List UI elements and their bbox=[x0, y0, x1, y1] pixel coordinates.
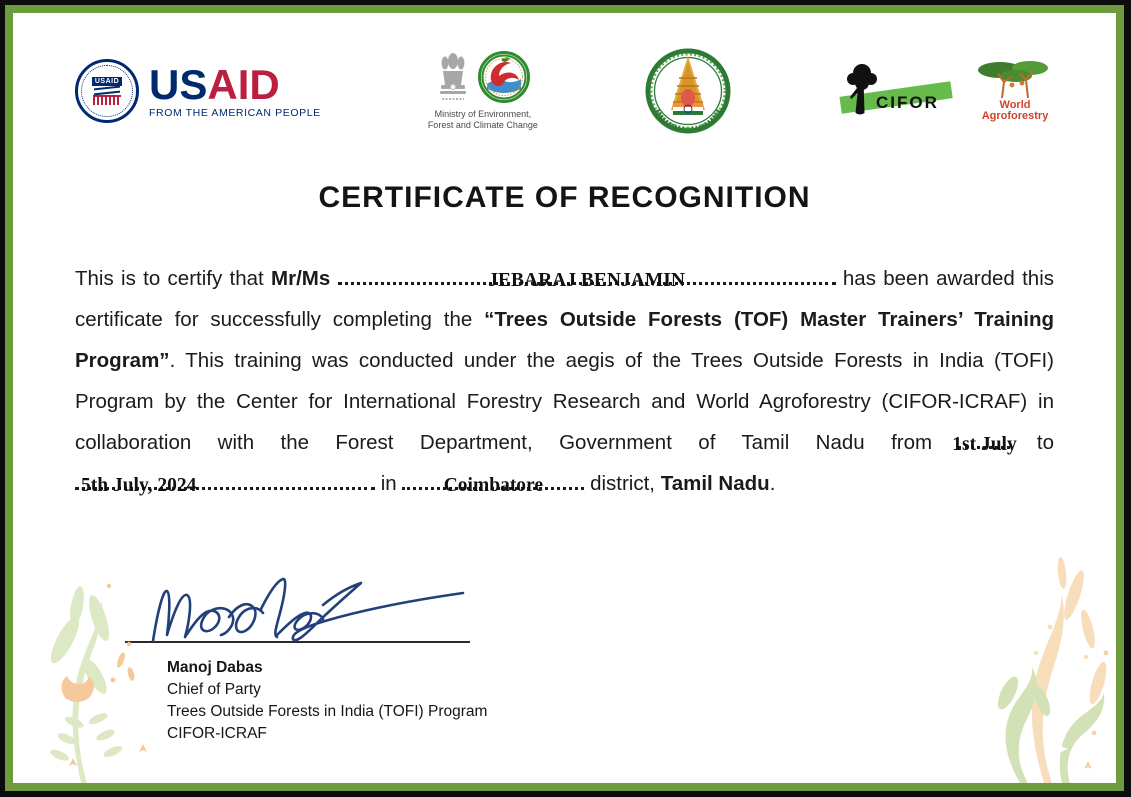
usaid-logo bbox=[75, 59, 321, 123]
from-date: 1st July bbox=[952, 434, 1017, 456]
floral-decoration-bottom-right bbox=[966, 533, 1116, 783]
usaid-seal-label: USAID bbox=[92, 77, 122, 86]
cifor-logo bbox=[838, 59, 958, 123]
cifor-label: CIFOR bbox=[876, 93, 939, 112]
world-agroforestry-label-line2: Agroforestry bbox=[981, 110, 1049, 122]
certificate-body bbox=[75, 258, 1054, 504]
signature-area bbox=[125, 569, 545, 745]
body-middle: . This training was conducted under the aegis of the Trees Outside Forests in India (TOFI) Program by the Center for International Forestry Research and World Agroforestry (CIFOR-ICRAF) in collaboration with the Forest Department, Government of Tamil Nadu from bbox=[75, 349, 1054, 454]
signatory-name: Manoj Dabas bbox=[167, 659, 263, 676]
body-intro: This is to certify that bbox=[75, 267, 264, 290]
signatory-title: Chief of Party bbox=[167, 681, 261, 698]
signatory-org-abbr: CIFOR-ICRAF bbox=[167, 725, 267, 742]
moefcc-caption-line2: Forest and Climate Change bbox=[427, 120, 538, 130]
cifor-agroforestry-logos bbox=[838, 58, 1058, 124]
program-name: “Trees Outside Forests (TOF) Master Trainers’ Training Program” bbox=[75, 308, 1054, 372]
to-date-field bbox=[75, 463, 375, 504]
body-district: district, bbox=[590, 472, 656, 495]
from-date-field bbox=[952, 422, 1017, 463]
moefcc-caption-line1: Ministry of Environment, bbox=[434, 109, 532, 119]
place-name: Coimbatore bbox=[443, 475, 544, 497]
body-in: in bbox=[380, 472, 397, 495]
to-date: 5th July, 2024 bbox=[81, 475, 197, 497]
usaid-tagline: FROM THE AMERICAN PEOPLE bbox=[149, 106, 321, 119]
signature-scrawl bbox=[145, 569, 475, 645]
state-name: Tamil Nadu bbox=[660, 472, 770, 495]
body-to: to bbox=[1036, 431, 1054, 454]
body-after-name: has been awarded this certificate for successfully completing the bbox=[75, 267, 1054, 331]
handshake-icon bbox=[94, 87, 120, 94]
moefcc-round-icon bbox=[478, 51, 530, 103]
world-agroforestry-logo bbox=[972, 58, 1058, 124]
recipient-name: JEBARAJ BENJAMIN bbox=[488, 270, 685, 292]
signature-line bbox=[125, 641, 470, 643]
ashoka-emblem-icon bbox=[436, 51, 470, 103]
usaid-wordmark: USAID bbox=[149, 60, 280, 108]
certificate-title: CERTIFICATE OF RECOGNITION bbox=[318, 181, 811, 214]
recipient-name-field bbox=[338, 258, 836, 299]
logo-row bbox=[75, 41, 1058, 141]
tamilnadu-emblem-icon bbox=[645, 48, 731, 134]
body-period: . bbox=[769, 472, 776, 495]
usaid-seal-icon bbox=[75, 59, 139, 123]
salutation: Mr/Ms bbox=[271, 267, 331, 290]
certificate bbox=[5, 5, 1124, 791]
moefcc-logo bbox=[428, 51, 538, 131]
place-field bbox=[402, 463, 584, 504]
signatory-org: Trees Outside Forests in India (TOFI) Program bbox=[167, 703, 488, 720]
world-agroforestry-label-line1: World bbox=[999, 99, 1031, 111]
